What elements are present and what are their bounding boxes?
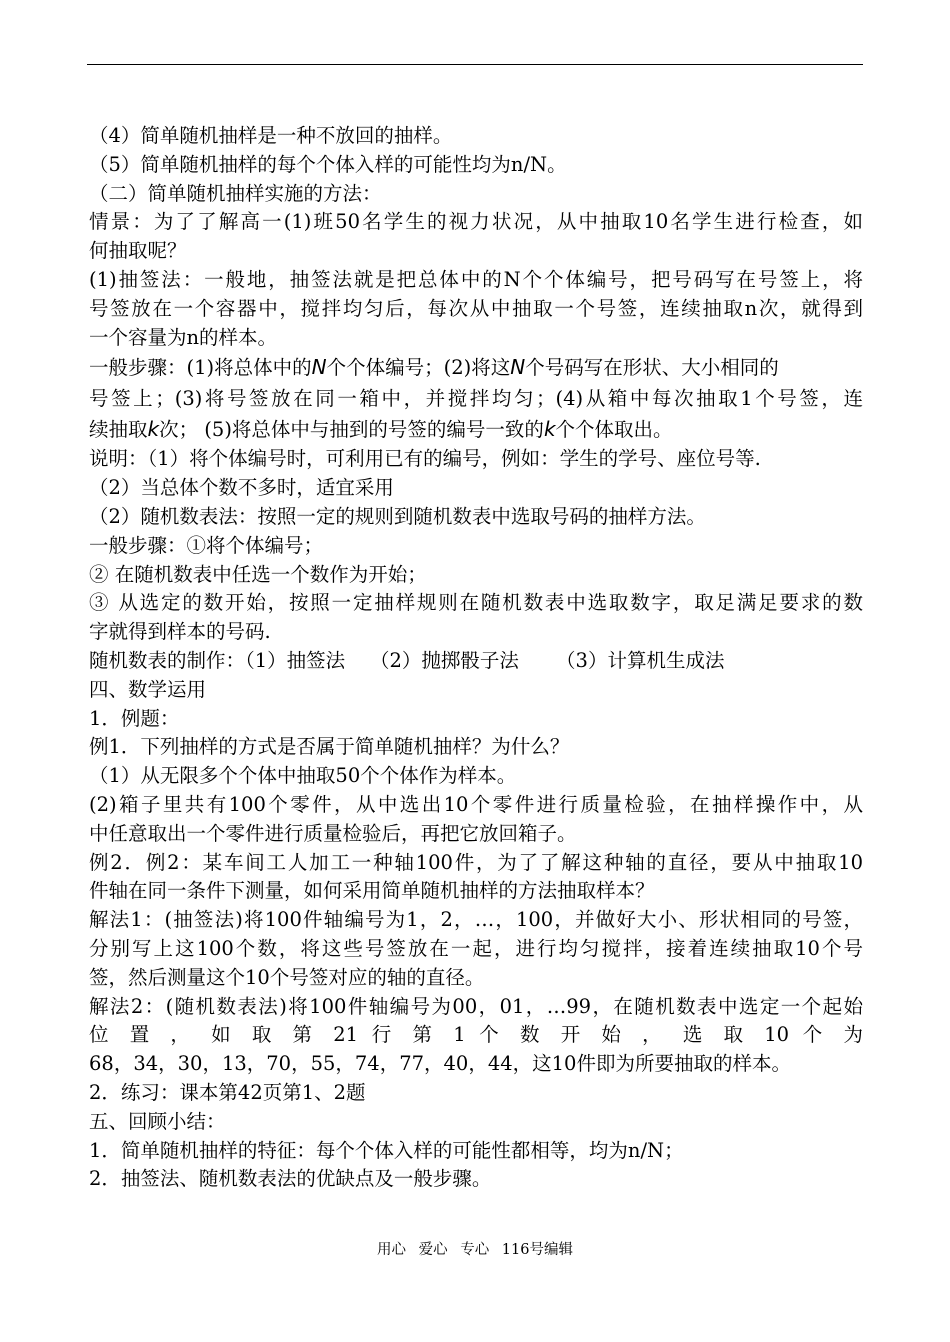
section-heading: 五、回顾小结： [89,1109,226,1133]
text-line: ② 在随机数表中任选一个数作为开始； [89,562,427,586]
text-line: 2．抽签法、随机数表法的优缺点及一般步骤。 [89,1167,492,1191]
steps-text: 个个体取出。 [555,418,673,442]
text-line: (1)抽签法：一般地，抽签法就是把总体中的N个个体编号，把号码写在号签上，将 [89,267,863,291]
text-line: 2．练习：课本第42页第1、2题 [89,1080,366,1104]
text-line: 签，然后测量这个10个号签对应的轴的直径。 [89,965,485,989]
steps-text: 续抽取 [89,418,148,442]
steps-text: 次； (5)将总体中与抽到的号签的编号一致的 [159,418,544,442]
document-body [89,122,863,1194]
text-line: （2）当总体个数不多时，适宜采用 [89,476,394,500]
variable-n: N [510,355,526,380]
steps-line-2: 号签上；(3)将号签放在同一箱中，并搅拌均匀；(4)从箱中每次抽取1个号签，连 [89,387,863,411]
section-heading: 四、数学运用 [89,677,207,701]
text-line: 解法2：(随机数表法)将100件轴编号为00，01，…99，在随机数表中选定一个起始 [89,994,863,1018]
text-line: （4）简单随机抽样是一种不放回的抽样。 [89,124,453,147]
text-line: 说明：（1）将个体编号时，可利用已有的编号，例如：学生的学号、座位号等. [89,447,761,471]
steps-line-1 [89,352,863,383]
variable-k: k [147,417,160,442]
text-line: 分别写上这100个数，将这些号签放在一起，进行均匀搅拌，接着连续抽取10个号 [89,936,863,960]
text-line: 68，34，30，13，70，55，74，77，40，44，这10件即为所要抽取的样本。 [89,1052,791,1076]
text-line: 例2．例2：某车间工人加工一种轴100件，为了了解这种轴的直径，要从中抽取10 [89,850,863,874]
text-line: 中任意取出一个零件进行质量检验后，再把它放回箱子。 [89,821,577,845]
steps-text: 个个体编号；(2)将这 [326,356,511,380]
text-line: (2)箱子里共有100个零件，从中选出10个零件进行质量检验，在抽样操作中，从 [89,792,863,816]
text-line: 一个容量为n的样本。 [89,325,278,349]
text-line: 例1．下列抽样的方式是否属于简单随机抽样？为什么？ [89,735,570,759]
variable-n: N [311,355,327,380]
text-line: 号签放在一个容器中，搅拌均匀后，每次从中抽取一个号签，连续抽取n次，就得到 [89,296,863,320]
steps-text: 一般步骤：(1)将总体中的 [89,356,312,380]
text-line: （1）从无限多个个体中抽取50个个体作为样本。 [89,764,517,788]
header-rule [87,64,863,65]
text-line: 解法1：(抽签法)将100件轴编号为1，2，…，100，并做好大小、形状相同的号签， [89,908,863,932]
steps-line-3 [89,414,863,445]
text-line: 1．例题： [89,706,180,730]
text-line: （二）简单随机抽样实施的方法： [89,181,382,205]
text-line: 情景：为了了解高一(1)班50名学生的视力状况，从中抽取10名学生进行检查，如 [89,210,863,234]
text-line: 位 置 ， 如 取 第 21 行 第 1 个 数 开 始 ， 选 取 10 个 为 [89,1023,863,1047]
text-line: 件轴在同一条件下测量，如何采用简单随机抽样的方法抽取样本？ [89,879,655,903]
text-line: 字就得到样本的号码. [89,620,271,644]
page-footer: 用心 爱心 专心 116号编辑 [376,1242,573,1258]
text-line: 一般步骤：①将个体编号； [89,533,324,557]
text-line: （5）简单随机抽样的每个个体入样的可能性均为n/N。 [89,152,567,176]
text-line: 何抽取呢？ [89,239,187,263]
text-line: 1．简单随机抽样的特征：每个个体入样的可能性都相等，均为n/N； [89,1138,684,1162]
steps-text: 个号码写在形状、大小相同的 [525,356,779,380]
variable-k: k [543,417,556,442]
text-line: ③ 从选定的数开始，按照一定抽样规则在随机数表中选取数字，取足满足要求的数 [89,591,863,615]
text-line: （2）随机数表法：按照一定的规则到随机数表中选取号码的抽样方法。 [89,504,706,528]
text-line: 随机数表的制作：（1）抽签法 （2）抛掷骰子法 （3）计算机生成法 [89,648,725,672]
